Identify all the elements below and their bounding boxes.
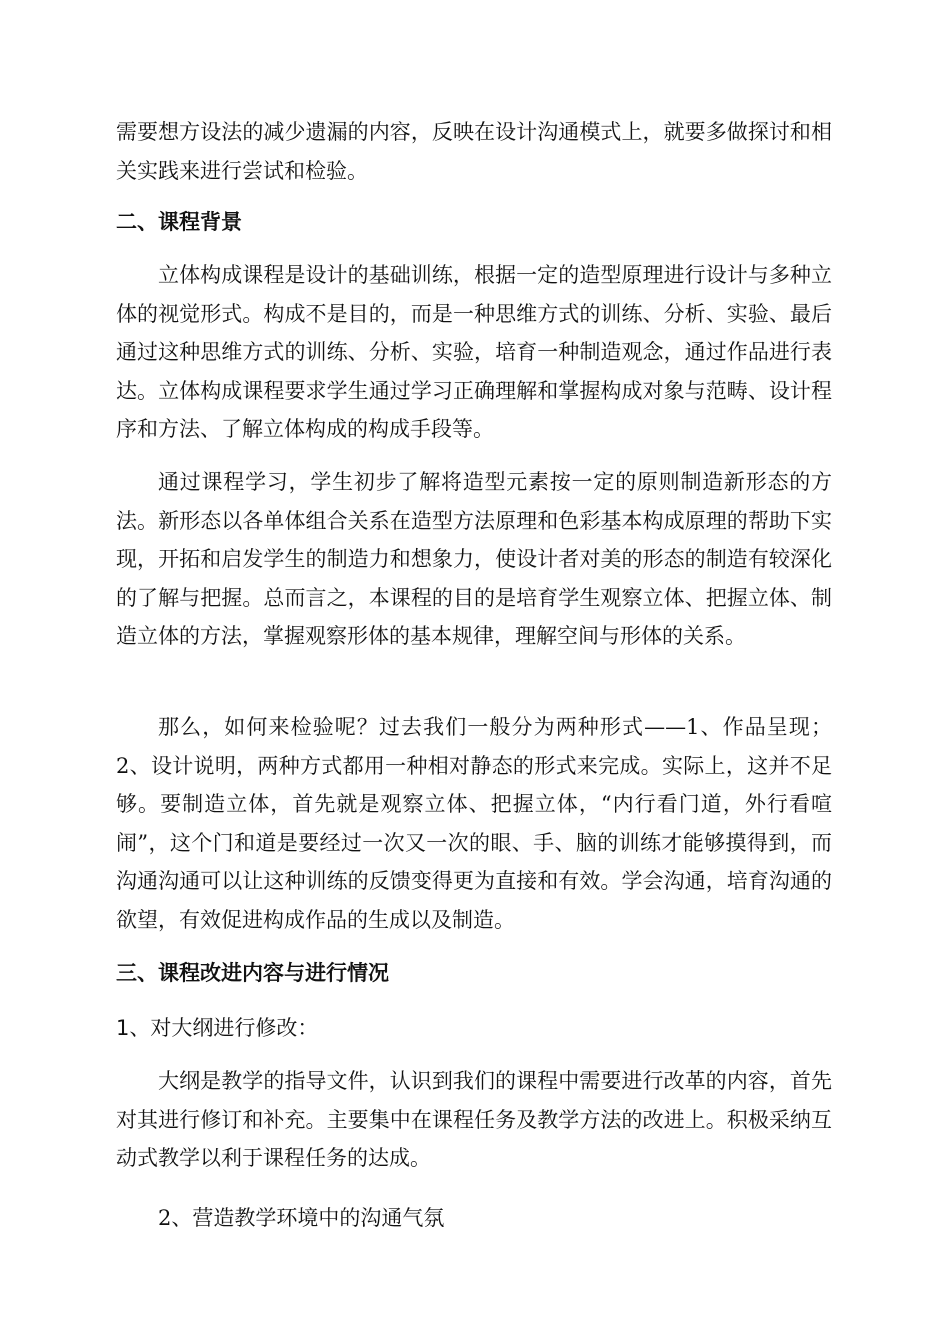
section-heading-course-background: 二、课程背景 (116, 210, 242, 234)
paragraph-course-background-1: 立体构成课程是设计的基础训练，根据一定的造型原理进行设计与多种立体的视觉形式。构成不是目的，而是一种思维方式的训练、分析、实验、最后通过这种思维方式的训练、分析、实验，培育一种制造观念，通过作品进行表达。立体构成课程要求学生通过学习正确理解和掌握构成对象与范畴、设计程序和方法、了解立体构成的构成手段等。 (116, 263, 832, 442)
item-title-communication-atmosphere: 2、营造教学环境中的沟通气氛 (158, 1206, 445, 1230)
paragraph-course-background-3: 那么，如何来检验呢？过去我们一般分为两种形式——1、作品呈现；2、设计说明，两种方式都用一种相对静态的形式来完成。实际上，这并不足够。要制造立体，首先就是观察立体、把握立体，“内行看门道，外行看喧闹”，这个门和道是要经过一次又一次的眼、手、脑的训练才能够摸得到，而沟通沟通可以让这种训练的反馈变得更为直接和有效。学会沟通，培育沟通的欲望，有效促进构成作品的生成以及制造。 (116, 715, 832, 932)
item-title-outline-revision: 1、对大纲进行修改： (116, 1016, 319, 1040)
section-heading-course-improvement: 三、课程改进内容与进行情况 (116, 961, 389, 985)
intro-paragraph: 需要想方设法的减少遗漏的内容，反映在设计沟通模式上，就要多做探讨和相关实践来进行尝试和检验。 (116, 120, 832, 183)
paragraph-outline-revision: 大纲是教学的指导文件，认识到我们的课程中需要进行改革的内容，首先对其进行修订和补充。主要集中在课程任务及教学方法的改进上。积极采纳互动式教学以利于课程任务的达成。 (116, 1069, 832, 1171)
paragraph-course-background-2: 通过课程学习，学生初步了解将造型元素按一定的原则制造新形态的方法。新形态以各单体组合关系在造型方法原理和色彩基本构成原理的帮助下实现，开拓和启发学生的制造力和想象力，使设计者对美的形态的制造有较深化的了解与把握。总而言之，本课程的目的是培育学生观察立体、把握立体、制造立体的方法，掌握观察形体的基本规律，理解空间与形体的关系。 (116, 470, 832, 649)
